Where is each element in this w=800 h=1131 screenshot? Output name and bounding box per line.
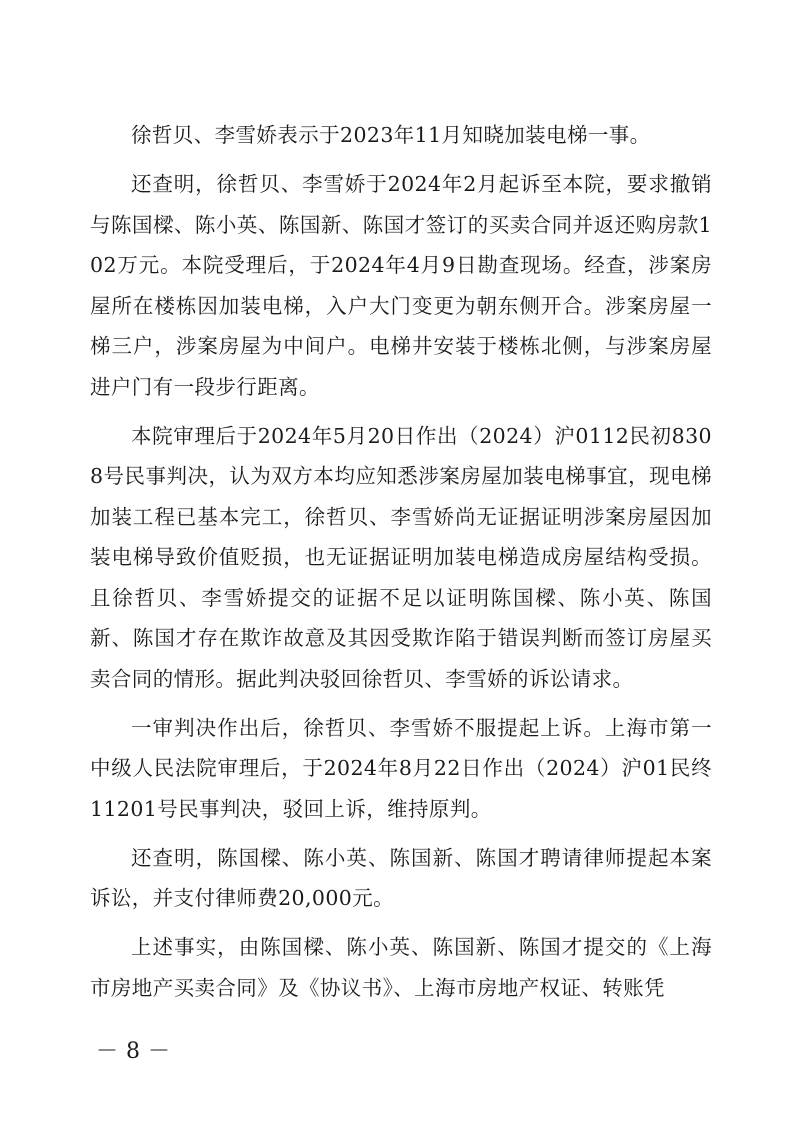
paragraph-3: 本院审理后于2024年5月20日作出（2024）沪0112民初8308号民事判决，认为双方本均应知悉涉案房屋加装电梯事宜，现电梯加装工程已基本完工，徐哲贝、李雪娇尚无证据证明涉案房屋因加装电梯导致价值贬损，也无证据证明加装电梯造成房屋结构受损。且徐哲贝、李雪娇提交的证据不足以证明陈国樑、陈小英、陈国新、陈国才存在欺诈故意及其因受欺诈陷于错误判断而签订房屋买卖合同的情形。据此判决驳回徐哲贝、李雪娇的诉讼请求。: [90, 423, 712, 691]
paragraph-2: 还查明，徐哲贝、李雪娇于2024年2月起诉至本院，要求撤销与陈国樑、陈小英、陈国新、陈国才签订的买卖合同并返还购房款102万元。本院受理后，于2024年4月9日勘查现场。经查，涉案房屋所在楼栋因加装电梯，入户大门变更为朝东侧开合。涉案房屋一梯三户，涉案房屋为中间户。电梯井安装于楼栋北侧，与涉案房屋进户门有一段步行距离。: [90, 172, 712, 399]
paragraph-6: 上述事实，由陈国樑、陈小英、陈国新、陈国才提交的《上海市房地产买卖合同》及《协议书》、上海市房地产权证、转账凭: [90, 935, 712, 1000]
paragraph-1: 徐哲贝、李雪娇表示于2023年11月知晓加装电梯一事。: [131, 123, 651, 147]
paragraph-4: 一审判决作出后，徐哲贝、李雪娇不服提起上诉。上海市第一中级人民法院审理后，于2024年8月22日作出（2024）沪01民终11201号民事判决，驳回上诉，维持原判。: [90, 715, 712, 821]
document-body: [90, 115, 712, 1017]
page-number: － 8 －: [96, 1039, 171, 1064]
paragraph-5: 还查明，陈国樑、陈小英、陈国新、陈国才聘请律师提起本案诉讼，并支付律师费20,000元。: [90, 845, 712, 910]
